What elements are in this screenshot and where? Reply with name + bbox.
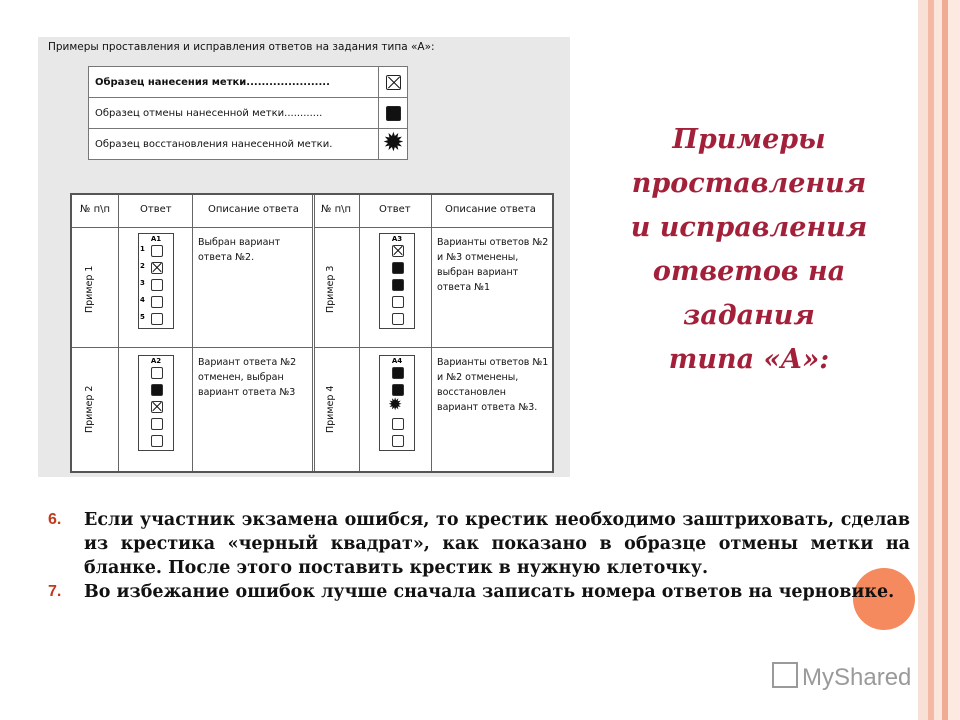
decor-stripe: [918, 0, 928, 720]
examples-half-right: [315, 195, 552, 471]
answer-cell: [380, 365, 414, 382]
example-label: Пример 1: [84, 265, 95, 313]
answer-box: [138, 233, 174, 329]
decor-stripe: [948, 0, 960, 720]
answer-cell: [139, 416, 173, 433]
list-text: Если участник экзамена ошибся, то крестик необходимо заштриховать, сделав из крестика «черный квадрат», как показано в образце отмены метки на бланке. После этого поставить крестик в нужную клеточку.: [84, 510, 910, 578]
mark-filled-icon: [392, 279, 404, 291]
heading-line: типа «А»:: [668, 344, 830, 375]
answer-cell: [380, 277, 414, 294]
header-num: № п\п: [80, 204, 111, 215]
answer-number: 5: [140, 313, 145, 321]
mark-cross-icon: [151, 401, 163, 413]
answer-cell: [380, 416, 414, 433]
answer-code: А3: [391, 235, 403, 243]
heading-line: и исправления: [630, 212, 868, 243]
answer-cell: [139, 294, 173, 311]
slide-heading: [590, 118, 908, 382]
decor-stripe: [934, 0, 942, 720]
answer-code: А4: [391, 357, 403, 365]
sample-label: Образец восстановления нанесенной метки.: [89, 129, 379, 160]
answer-number: 1: [140, 245, 145, 253]
example-label: Пример 3: [325, 265, 336, 313]
mark-empty-icon: [151, 418, 163, 430]
example-label: Пример 2: [84, 385, 95, 433]
header-answer: Ответ: [379, 204, 411, 215]
heading-line: Примеры: [672, 124, 826, 155]
answer-number: 3: [140, 279, 145, 287]
example-description: Выбран вариант ответа №2.: [198, 237, 281, 263]
mark-star-icon: ✹: [388, 395, 403, 414]
answer-number: 4: [140, 296, 145, 304]
list-text: Во избежание ошибок лучше сначала записать номера ответов на черновике.: [84, 582, 895, 602]
mark-empty-icon: [392, 313, 404, 325]
mark-filled-icon: [385, 105, 402, 122]
mark-star-icon: ✹: [382, 127, 405, 158]
heading-line: ответов на: [652, 256, 846, 287]
header-num: № п\п: [321, 204, 352, 215]
mark-empty-icon: [151, 435, 163, 447]
example-picture: [38, 37, 570, 477]
answer-code: А2: [150, 357, 162, 365]
mark-cross-icon: [392, 245, 404, 257]
instruction-list: [48, 508, 910, 604]
examples-half-left: [72, 195, 315, 471]
mark-cross-icon: [379, 67, 408, 98]
answer-cell: [380, 243, 414, 260]
answer-number: 2: [140, 262, 145, 270]
answer-cell: [139, 260, 173, 277]
mark-filled-icon: [392, 262, 404, 274]
mark-empty-icon: [392, 296, 404, 308]
example-description: Вариант ответа №2 отменен, выбран вариант ответа №3: [198, 357, 297, 398]
heading-line: задания: [683, 300, 815, 331]
mark-empty-icon: [151, 245, 163, 257]
mark-star-icon: [379, 129, 408, 160]
example-description: Варианты ответов №2 и №3 отменены, выбран вариант ответа №1: [437, 237, 549, 293]
mark-filled-icon: [151, 384, 163, 396]
mark-empty-icon: [151, 296, 163, 308]
answer-cell: [380, 395, 414, 416]
answer-cell: [139, 365, 173, 382]
answer-cell: [380, 294, 414, 311]
mark-empty-icon: [151, 279, 163, 291]
examples-grid: [70, 193, 554, 473]
mark-empty-icon: [392, 418, 404, 430]
list-item: [48, 580, 910, 604]
example-description: Варианты ответов №1 и №2 отменены, восстановлен вариант ответа №3.: [437, 357, 549, 413]
table-header: [315, 195, 552, 228]
answer-cell: [139, 311, 173, 328]
sample-label: Образец отмены нанесенной метки............: [89, 98, 379, 129]
answer-code: А1: [150, 235, 162, 243]
header-answer: Ответ: [140, 204, 172, 215]
answer-cell: [139, 433, 173, 450]
list-item: [48, 508, 910, 580]
list-number: 6.: [48, 511, 62, 528]
heading-line: проставления: [631, 168, 867, 199]
mark-empty-icon: [151, 367, 163, 379]
panel-title: Примеры проставления и исправления ответов на задания типа «А»:: [48, 41, 435, 53]
answer-cell: [380, 260, 414, 277]
mark-filled-icon: [379, 98, 408, 129]
header-desc: Описание ответа: [208, 204, 299, 215]
answer-cell: [380, 311, 414, 328]
watermark-logo-icon: [772, 662, 798, 688]
answer-box: [379, 355, 415, 451]
watermark: [772, 662, 911, 692]
example-label: Пример 4: [325, 385, 336, 433]
mark-empty-icon: [151, 313, 163, 325]
mark-empty-icon: [392, 435, 404, 447]
sample-label: Образец нанесения метки......................: [89, 67, 379, 98]
sample-row: [89, 67, 408, 98]
samples-table: [88, 66, 408, 160]
list-number: 7.: [48, 583, 62, 600]
mark-cross-icon: [385, 74, 402, 91]
header-desc: Описание ответа: [445, 204, 536, 215]
mark-filled-icon: [392, 367, 404, 379]
answer-cell: [139, 399, 173, 416]
sample-row: [89, 129, 408, 160]
mark-cross-icon: [151, 262, 163, 274]
answer-cell: [139, 243, 173, 260]
answer-cell: [139, 277, 173, 294]
answer-box: [138, 355, 174, 451]
sample-row: [89, 98, 408, 129]
watermark-text: MyShared: [802, 664, 912, 691]
answer-box: [379, 233, 415, 329]
answer-cell: [380, 433, 414, 450]
answer-cell: [139, 382, 173, 399]
